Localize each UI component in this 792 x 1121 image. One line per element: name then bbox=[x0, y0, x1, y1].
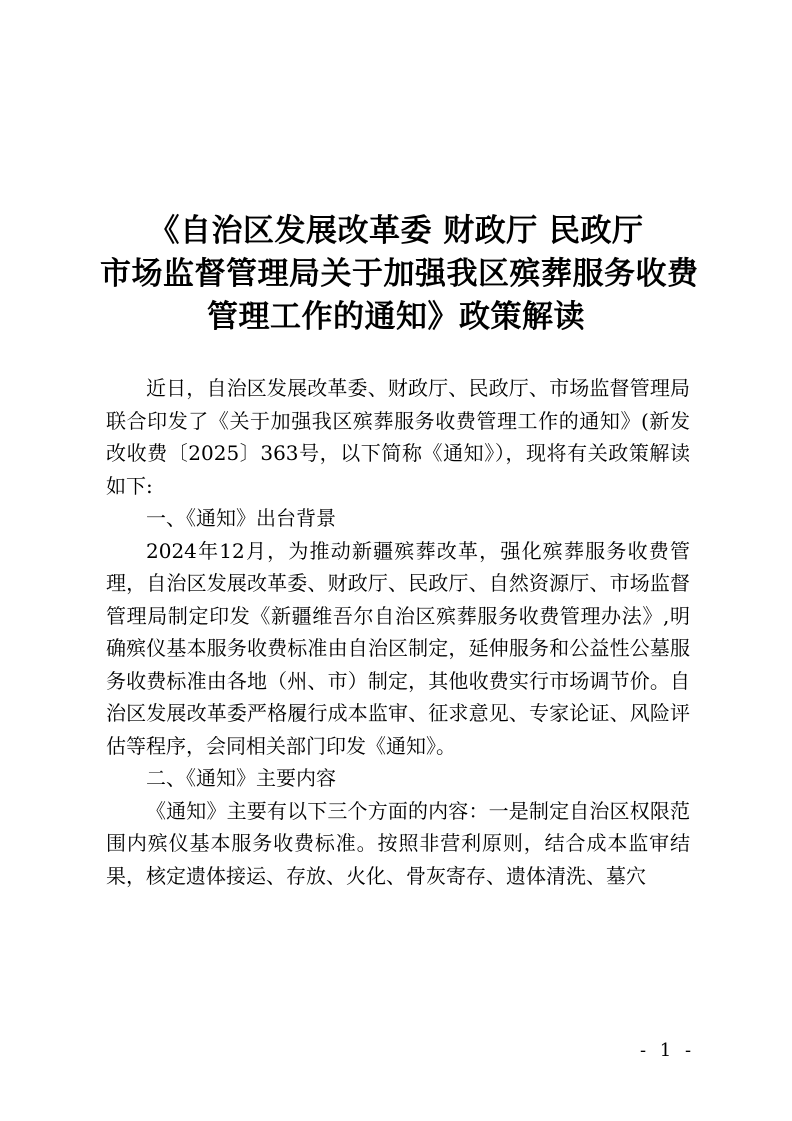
title-line-2: 市场监督管理局关于加强我区殡葬服务收费 bbox=[100, 256, 699, 292]
title-line-3: 管理工作的通知》政策解读 bbox=[207, 299, 585, 335]
section-1-heading: 一、《通知》出台背景 bbox=[146, 506, 336, 530]
section-2-heading: 二、《通知》主要内容 bbox=[146, 766, 336, 790]
section-1-paragraph: 2024年12月，为推动新疆殡葬改革，强化殡葬服务收费管理，自治区发展改革委、财政厅、民政厅、自然资源厅、市场监督管理局制定印发《新疆维吾尔自治区殡葬服务收费管理办法》,明确殡仪基本服务收费标准由自治区制定，延伸服务和公益性公墓服务收费标准由各地（州、市）制定，其他收费实行市场调节价。自治区发展改革委严格履行成本监审、征求意见、专家论证、风险评估等程序，会同相关部门印发《通知》。 bbox=[106, 538, 690, 758]
page-number: - 1 - bbox=[640, 1040, 696, 1061]
document-body bbox=[106, 372, 690, 892]
intro-paragraph: 近日，自治区发展改革委、财政厅、民政厅、市场监督管理局联合印发了《关于加强我区殡葬服务收费管理工作的通知》(新发改收费〔2025〕363号，以下简称《通知》），现将有关政策解读如下: bbox=[106, 376, 690, 498]
document-title bbox=[100, 210, 699, 339]
title-line-1: 《自治区发展改革委 财政厅 民政厅 bbox=[148, 213, 644, 249]
section-2-paragraph: 《通知》主要有以下三个方面的内容：一是制定自治区权限范围内殡仪基本服务收费标准。按照非营利原则，结合成本监审结果，核定遗体接运、存放、火化、骨灰寄存、遗体清洗、墓穴 bbox=[106, 798, 690, 888]
